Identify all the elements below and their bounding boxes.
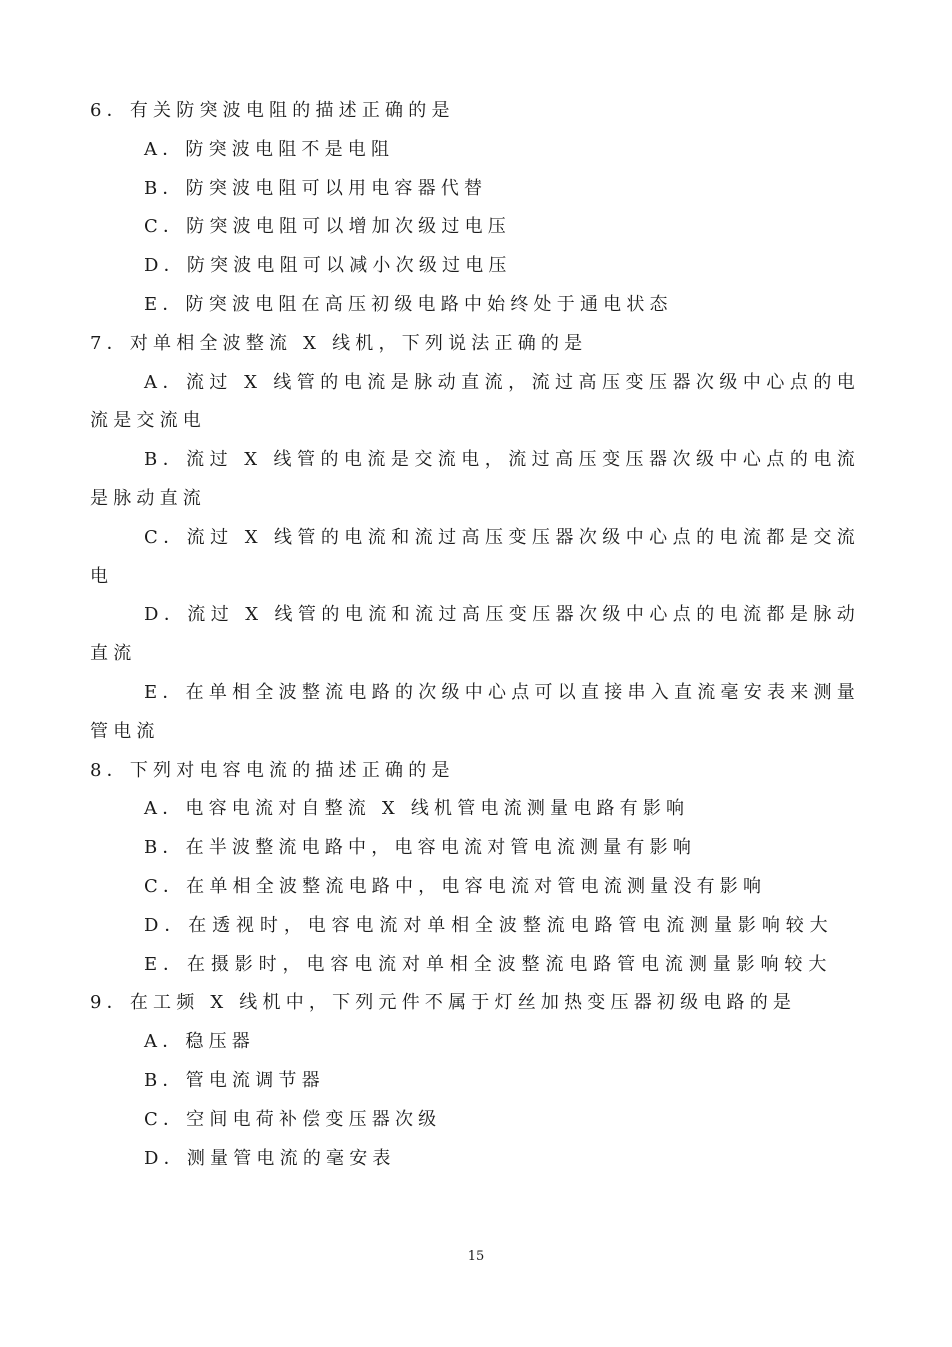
question-7-option-a: A．流过 X 线管的电流是脉动直流，流过高压变压器次级中心点的电流是交流电 bbox=[90, 371, 860, 432]
question-6-stem: 6．有关防突波电阻的描述正确的是 bbox=[90, 100, 455, 121]
question-6-option-e: E．防突波电阻在高压初级电路中始终处于通电状态 bbox=[144, 293, 673, 315]
question-8-option-b: B．在半波整流电路中，电容电流对管电流测量有影响 bbox=[144, 837, 697, 859]
question-8-option-e: E．在摄影时，电容电流对单相全波整流电路管电流测量影响较大 bbox=[144, 953, 833, 975]
question-9-option-c: C．空间电荷补偿变压器次级 bbox=[144, 1108, 442, 1130]
question-9-option-b: B．管电流调节器 bbox=[144, 1069, 325, 1091]
question-7-option-e: E．在单相全波整流电路的次级中心点可以直接串入直流毫安表来测量管电流 bbox=[90, 681, 860, 742]
question-7-option-c: C．流过 X 线管的电流和流过高压变压器次级中心点的电流都是交流电 bbox=[90, 526, 860, 587]
question-6-option-b: B．防突波电阻可以用电容器代替 bbox=[144, 177, 488, 199]
question-7-option-d: D．流过 X 线管的电流和流过高压变压器次级中心点的电流都是脉动直流 bbox=[90, 604, 860, 665]
question-6-option-c: C．防突波电阻可以增加次级过电压 bbox=[144, 216, 511, 238]
question-9-option-a: A．稳压器 bbox=[144, 1031, 255, 1053]
question-8-option-a: A．电容电流对自整流 X 线机管电流测量电路有影响 bbox=[144, 798, 690, 820]
page-number: 15 bbox=[467, 1249, 485, 1264]
question-7-stem: 7．对单相全波整流 X 线机，下列说法正确的是 bbox=[90, 332, 588, 354]
question-8-option-d: D．在透视时，电容电流对单相全波整流电路管电流测量影响较大 bbox=[144, 914, 834, 936]
document-page bbox=[90, 92, 860, 1178]
question-8-option-c: C．在单相全波整流电路中，电容电流对管电流测量没有影响 bbox=[144, 875, 767, 897]
question-8-stem: 8．下列对电容电流的描述正确的是 bbox=[90, 759, 455, 781]
question-6-option-d: D．防突波电阻可以减小次级过电压 bbox=[144, 255, 512, 277]
question-6-option-a: A．防突波电阻不是电阻 bbox=[144, 138, 395, 160]
question-9-stem: 9．在工频 X 线机中，下列元件不属于灯丝加热变压器初级电路的是 bbox=[90, 992, 797, 1014]
question-9-option-d: D．测量管电流的毫安表 bbox=[144, 1147, 396, 1169]
question-7-option-b: B．流过 X 线管的电流是交流电，流过高压变压器次级中心点的电流是脉动直流 bbox=[90, 449, 860, 509]
